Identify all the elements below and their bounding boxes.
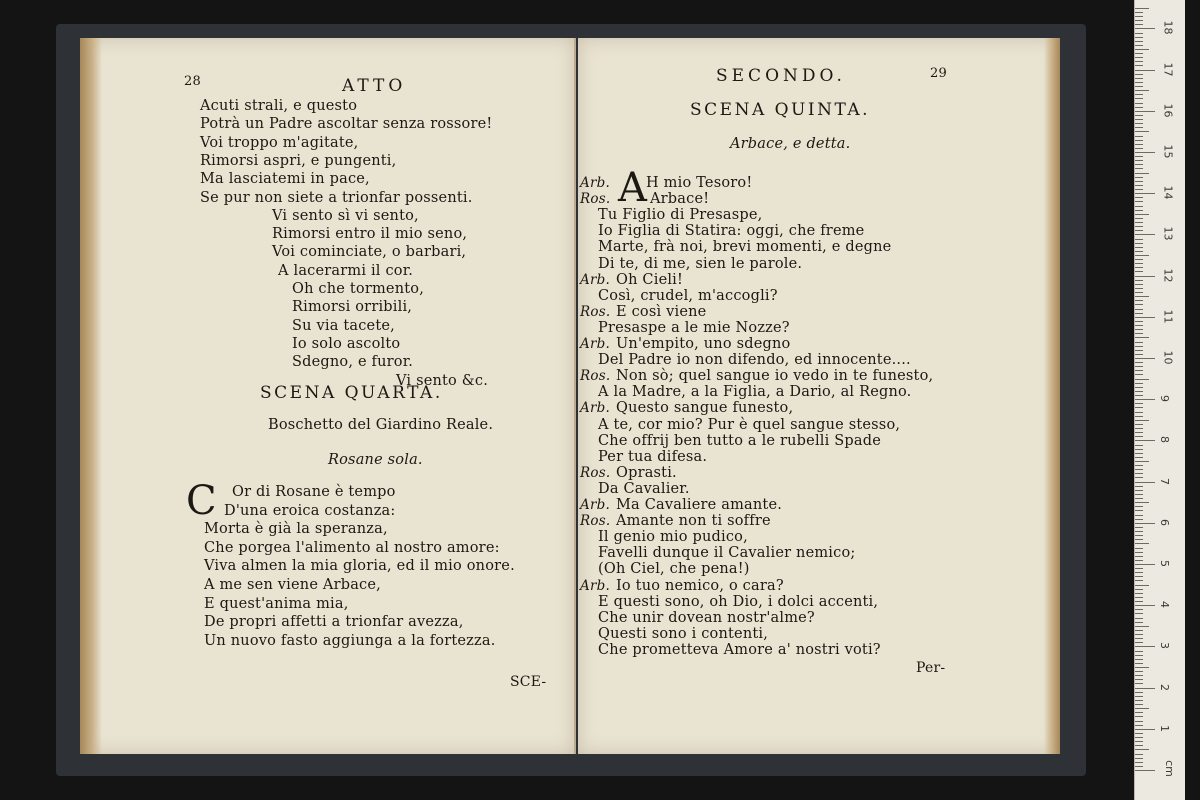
ruler-tick bbox=[1135, 156, 1143, 157]
verse-line: Sdegno, e furor. bbox=[292, 354, 414, 371]
speech-line: E quest'anima mia, bbox=[204, 595, 349, 612]
dialogue-line: Questo sangue funesto, bbox=[616, 400, 794, 417]
ruler-number: 3 bbox=[1158, 642, 1171, 650]
ruler-tick bbox=[1135, 37, 1143, 38]
ruler-tick bbox=[1135, 548, 1143, 549]
ruler-tick bbox=[1135, 477, 1143, 478]
dialogue-line: (Oh Ciel, che pena!) bbox=[598, 561, 750, 578]
dialogue-line: Che prometteva Amore a' nostri voti? bbox=[598, 641, 881, 658]
ruler-tick bbox=[1135, 613, 1143, 614]
ruler-tick bbox=[1135, 280, 1143, 281]
ruler-tick bbox=[1135, 618, 1143, 619]
verse-line: Vi sento &c. bbox=[396, 372, 489, 389]
ruler-tick bbox=[1135, 131, 1149, 132]
dialogue-line: H mio Tesoro! bbox=[646, 175, 753, 191]
ruler-tick bbox=[1135, 70, 1155, 71]
ruler-tick bbox=[1135, 243, 1143, 244]
measurement-ruler bbox=[1134, 0, 1185, 800]
ruler-tick bbox=[1135, 284, 1143, 285]
ruler-tick bbox=[1135, 461, 1149, 462]
speech-line: D'una eroica costanza: bbox=[224, 502, 396, 519]
dialogue-line: Che unir dovean nostr'alme? bbox=[598, 609, 815, 626]
dialogue-line: Amante non ti soffre bbox=[616, 513, 771, 530]
ruler-number: 18 bbox=[1161, 20, 1175, 35]
dialogue-line: Ma Cavaliere amante. bbox=[616, 497, 783, 513]
ruler-tick bbox=[1135, 486, 1143, 487]
ruler-tick bbox=[1135, 733, 1143, 734]
ruler-tick bbox=[1135, 667, 1149, 668]
ruler-tick bbox=[1135, 374, 1143, 375]
ruler-tick bbox=[1135, 609, 1143, 610]
ruler-tick bbox=[1135, 210, 1143, 211]
dialogue-line: A te, cor mio? Pur è quel sangue stesso, bbox=[598, 416, 901, 433]
ruler-tick bbox=[1135, 420, 1149, 421]
ruler-tick bbox=[1135, 346, 1143, 347]
speaker-label: Arb. bbox=[580, 400, 610, 417]
ruler-tick bbox=[1135, 597, 1143, 598]
ruler-tick bbox=[1135, 527, 1143, 528]
speaker-label: Arb. bbox=[580, 497, 610, 513]
ruler-tick bbox=[1135, 560, 1143, 561]
ruler-tick bbox=[1135, 321, 1143, 322]
ruler-tick bbox=[1135, 86, 1143, 87]
ruler-tick bbox=[1135, 585, 1149, 586]
page-number: 29 bbox=[930, 66, 947, 81]
ruler-tick bbox=[1135, 8, 1149, 9]
ruler-tick bbox=[1135, 580, 1143, 581]
verse-line: Su via tacete, bbox=[292, 317, 395, 334]
ruler-tick bbox=[1135, 399, 1155, 400]
speech-line: Un nuovo fasto aggiunga a la fortezza. bbox=[204, 632, 496, 649]
running-head: SECONDO. bbox=[716, 66, 846, 86]
ruler-tick bbox=[1135, 564, 1155, 565]
ruler-tick bbox=[1135, 148, 1143, 149]
ruler-tick bbox=[1135, 416, 1143, 417]
ruler-tick bbox=[1135, 160, 1143, 161]
dialogue-line: Per tua difesa. bbox=[598, 448, 708, 465]
left-page bbox=[80, 38, 576, 754]
ruler-tick bbox=[1135, 531, 1143, 532]
ruler-tick bbox=[1135, 98, 1143, 99]
ruler-tick bbox=[1135, 267, 1143, 268]
speaker-label: Ros. bbox=[580, 513, 611, 530]
ruler-tick bbox=[1135, 107, 1143, 108]
ruler-tick bbox=[1135, 523, 1155, 524]
dialogue-line: Questi sono i contenti, bbox=[598, 625, 769, 642]
ruler-tick bbox=[1135, 494, 1143, 495]
ruler-tick bbox=[1135, 90, 1149, 91]
speech-line: A me sen viene Arbace, bbox=[204, 577, 381, 593]
dialogue-line: Arbace! bbox=[650, 191, 710, 208]
ruler-tick bbox=[1135, 440, 1155, 441]
ruler-tick bbox=[1135, 115, 1143, 116]
ruler-tick bbox=[1135, 432, 1143, 433]
ruler-tick bbox=[1135, 630, 1143, 631]
speaker-label: Arb. bbox=[580, 336, 610, 352]
ruler-tick bbox=[1135, 251, 1143, 252]
ruler-tick bbox=[1135, 313, 1143, 314]
ruler-tick bbox=[1135, 222, 1143, 223]
ruler-tick bbox=[1135, 49, 1149, 50]
ruler-tick bbox=[1135, 646, 1155, 647]
verse-line: Voi troppo m'agitate, bbox=[200, 134, 359, 151]
character-heading: Arbace, e detta. bbox=[730, 136, 851, 152]
ruler-tick bbox=[1135, 510, 1143, 511]
ruler-tick bbox=[1135, 230, 1143, 231]
verse-line: Io solo ascolto bbox=[292, 335, 401, 352]
ruler-tick bbox=[1135, 552, 1143, 553]
ruler-tick bbox=[1135, 16, 1143, 17]
drop-cap: A bbox=[618, 165, 647, 211]
ruler-tick bbox=[1135, 342, 1143, 343]
dialogue-line: Marte, frà noi, brevi momenti, e degne bbox=[598, 239, 892, 256]
ruler-tick bbox=[1135, 185, 1143, 186]
ruler-tick bbox=[1135, 449, 1143, 450]
ruler-tick bbox=[1135, 234, 1155, 235]
verse-line: A lacerarmi il cor. bbox=[278, 262, 414, 279]
ruler-tick bbox=[1135, 24, 1143, 25]
ruler-tick bbox=[1135, 729, 1155, 730]
catchword: SCE- bbox=[510, 674, 547, 690]
ruler-tick bbox=[1135, 708, 1149, 709]
dialogue-line: Non sò; quel sangue io vedo in te funesto, bbox=[616, 368, 934, 385]
scene-title: SCENA QUARTA. bbox=[260, 383, 443, 403]
speaker-label: Ros. bbox=[580, 191, 611, 208]
ruler-tick bbox=[1135, 634, 1143, 635]
ruler-tick bbox=[1135, 535, 1143, 536]
dialogue-line: E così viene bbox=[616, 303, 707, 320]
ruler-tick bbox=[1135, 173, 1149, 174]
ruler-tick bbox=[1135, 395, 1143, 396]
ruler-tick bbox=[1135, 119, 1143, 120]
ruler-tick bbox=[1135, 428, 1143, 429]
ruler-tick bbox=[1135, 276, 1155, 277]
ruler-tick bbox=[1135, 766, 1143, 767]
ruler-tick bbox=[1135, 189, 1143, 190]
ruler-tick bbox=[1135, 659, 1143, 660]
ruler-tick bbox=[1135, 519, 1143, 520]
running-head: ATTO bbox=[342, 76, 407, 96]
ruler-tick bbox=[1135, 247, 1143, 248]
ruler-tick bbox=[1135, 94, 1143, 95]
ruler-tick bbox=[1135, 424, 1143, 425]
ruler-tick bbox=[1135, 103, 1143, 104]
ruler-tick bbox=[1135, 127, 1143, 128]
dialogue-line: Del Padre io non difendo, ed innocente.... bbox=[598, 352, 911, 369]
scene-title: SCENA QUINTA. bbox=[690, 100, 871, 120]
verse-line: Ma lasciatemi in pace, bbox=[200, 171, 370, 188]
speech-line: Che porgea l'alimento al nostro amore: bbox=[204, 539, 500, 556]
page-edge-stain bbox=[1044, 38, 1060, 754]
ruler-tick bbox=[1135, 712, 1143, 713]
ruler-tick bbox=[1135, 136, 1143, 137]
ruler-tick bbox=[1135, 387, 1143, 388]
ruler-tick bbox=[1135, 65, 1143, 66]
ruler-tick bbox=[1135, 515, 1143, 516]
dialogue-line: Oh Cieli! bbox=[616, 271, 684, 288]
verse-line: Oh che tormento, bbox=[292, 281, 425, 297]
ruler-number: 16 bbox=[1161, 103, 1175, 118]
dialogue-line: E questi sono, oh Dio, i dolci accenti, bbox=[598, 593, 879, 610]
ruler-tick bbox=[1135, 638, 1143, 639]
ruler-tick bbox=[1135, 206, 1143, 207]
dialogue-line: Favelli dunque il Cavalier nemico; bbox=[598, 545, 856, 562]
ruler-tick bbox=[1135, 391, 1143, 392]
verse-line: Se pur non siete a trionfar possenti. bbox=[200, 189, 473, 206]
right-page bbox=[578, 38, 1060, 754]
ruler-tick bbox=[1135, 576, 1143, 577]
ruler-number: 15 bbox=[1161, 144, 1175, 159]
dialogue-line: Il genio mio pudico, bbox=[598, 529, 748, 546]
speaker-label: Ros. bbox=[580, 303, 611, 320]
ruler-tick bbox=[1135, 737, 1143, 738]
dialogue-line: Oprasti. bbox=[616, 464, 677, 481]
ruler-tick bbox=[1135, 770, 1155, 771]
ruler-tick bbox=[1135, 61, 1143, 62]
ruler-tick bbox=[1135, 465, 1143, 466]
verse-line: Rimorsi entro il mio seno, bbox=[272, 226, 468, 243]
ruler-number: 13 bbox=[1161, 226, 1175, 241]
ruler-tick bbox=[1135, 255, 1149, 256]
speech-line: Morta è già la speranza, bbox=[204, 521, 388, 538]
ruler-tick bbox=[1135, 568, 1143, 569]
ruler-tick bbox=[1135, 482, 1155, 483]
ruler-tick bbox=[1135, 201, 1143, 202]
ruler-number: 8 bbox=[1158, 436, 1171, 444]
ruler-tick bbox=[1135, 758, 1143, 759]
ruler-tick bbox=[1135, 556, 1143, 557]
ruler-tick bbox=[1135, 700, 1143, 701]
ruler-tick bbox=[1135, 366, 1143, 367]
speaker-label: Ros. bbox=[580, 464, 611, 481]
ruler-tick bbox=[1135, 111, 1155, 112]
ruler-tick bbox=[1135, 362, 1143, 363]
ruler-tick bbox=[1135, 704, 1143, 705]
ruler-tick bbox=[1135, 358, 1155, 359]
ruler-tick bbox=[1135, 572, 1143, 573]
ruler-tick bbox=[1135, 57, 1143, 58]
ruler-tick bbox=[1135, 53, 1143, 54]
verse-line: Vi sento sì vi sento, bbox=[272, 207, 419, 224]
ruler-tick bbox=[1135, 45, 1143, 46]
ruler-number: 12 bbox=[1161, 268, 1175, 283]
ruler-tick bbox=[1135, 379, 1149, 380]
ruler-tick bbox=[1135, 28, 1155, 29]
speech-line: De propri affetti a trionfar avezza, bbox=[204, 614, 464, 631]
dialogue-line: Che offrij ben tutto a le rubelli Spade bbox=[598, 432, 881, 449]
ruler-number: 10 bbox=[1161, 350, 1175, 365]
ruler-tick bbox=[1135, 164, 1143, 165]
ruler-tick bbox=[1135, 490, 1143, 491]
ruler-tick bbox=[1135, 498, 1143, 499]
ruler-tick bbox=[1135, 663, 1143, 664]
ruler-tick bbox=[1135, 218, 1143, 219]
dialogue-line: Io tuo nemico, o cara? bbox=[616, 577, 784, 594]
ruler-tick bbox=[1135, 469, 1143, 470]
verse-line: Potrà un Padre ascoltar senza rossore! bbox=[200, 116, 493, 133]
ruler-tick bbox=[1135, 123, 1143, 124]
ruler-tick bbox=[1135, 271, 1143, 272]
ruler-number: 17 bbox=[1161, 62, 1175, 77]
dialogue-line: A la Madre, a la Figlia, a Dario, al Regno. bbox=[598, 384, 912, 401]
ruler-tick bbox=[1135, 679, 1143, 680]
ruler-number: 9 bbox=[1158, 395, 1171, 403]
dialogue-line: Un'empito, uno sdegno bbox=[616, 336, 791, 352]
dialogue-line: Presaspe a le mie Nozze? bbox=[598, 319, 790, 336]
ruler-tick bbox=[1135, 177, 1143, 178]
ruler-tick bbox=[1135, 502, 1149, 503]
ruler-tick bbox=[1135, 436, 1143, 437]
dialogue-line: Così, crudel, m'accogli? bbox=[598, 287, 778, 304]
ruler-tick bbox=[1135, 152, 1155, 153]
page-number: 28 bbox=[184, 74, 201, 89]
ruler-tick bbox=[1135, 622, 1143, 623]
ruler-tick bbox=[1135, 642, 1143, 643]
ruler-tick bbox=[1135, 74, 1143, 75]
ruler-tick bbox=[1135, 605, 1155, 606]
ruler-tick bbox=[1135, 78, 1143, 79]
ruler-tick bbox=[1135, 745, 1143, 746]
ruler-tick bbox=[1135, 651, 1143, 652]
speech-line: Or di Rosane è tempo bbox=[232, 484, 396, 500]
verse-line: Voi cominciate, o barbari, bbox=[272, 244, 467, 261]
ruler-number: 4 bbox=[1158, 601, 1171, 609]
ruler-number: 5 bbox=[1158, 560, 1171, 567]
ruler-tick bbox=[1135, 696, 1143, 697]
ruler-tick bbox=[1135, 226, 1143, 227]
character-heading: Rosane sola. bbox=[328, 452, 423, 468]
ruler-tick bbox=[1135, 688, 1155, 689]
dialogue-line: Io Figlia di Statira: oggi, che freme bbox=[598, 223, 865, 240]
ruler-tick bbox=[1135, 721, 1143, 722]
verse-line: Rimorsi aspri, e pungenti, bbox=[200, 152, 397, 169]
ruler-tick bbox=[1135, 181, 1143, 182]
ruler-tick bbox=[1135, 304, 1143, 305]
ruler-tick bbox=[1135, 317, 1155, 318]
ruler-tick bbox=[1135, 140, 1143, 141]
ruler-tick bbox=[1135, 671, 1143, 672]
scene-setting: Boschetto del Giardino Reale. bbox=[268, 417, 494, 433]
ruler-tick bbox=[1135, 403, 1143, 404]
ruler-tick bbox=[1135, 725, 1143, 726]
ruler-number: 6 bbox=[1158, 518, 1171, 526]
ruler-tick bbox=[1135, 33, 1143, 34]
speech-line: Viva almen la mia gloria, ed il mio onore. bbox=[204, 558, 515, 575]
ruler-tick bbox=[1135, 325, 1143, 326]
ruler-tick bbox=[1135, 197, 1143, 198]
ruler-tick bbox=[1135, 692, 1143, 693]
ruler-tick bbox=[1135, 383, 1143, 384]
ruler-tick bbox=[1135, 453, 1143, 454]
drop-cap: C bbox=[186, 478, 217, 524]
dialogue-line: Tu Figlio di Presaspe, bbox=[598, 207, 763, 224]
ruler-tick bbox=[1135, 749, 1149, 750]
ruler-tick bbox=[1135, 333, 1143, 334]
ruler-tick bbox=[1135, 337, 1149, 338]
ruler-tick bbox=[1135, 683, 1143, 684]
ruler-tick bbox=[1135, 193, 1155, 194]
ruler-tick bbox=[1135, 655, 1143, 656]
ruler-tick bbox=[1135, 539, 1143, 540]
speaker-label: Arb. bbox=[580, 271, 610, 288]
ruler-tick bbox=[1135, 41, 1143, 42]
ruler-tick bbox=[1135, 144, 1143, 145]
ruler-tick bbox=[1135, 288, 1143, 289]
ruler-tick bbox=[1135, 370, 1143, 371]
ruler-tick bbox=[1135, 309, 1143, 310]
dialogue-line: Da Cavalier. bbox=[598, 480, 690, 497]
ruler-number: 1 bbox=[1158, 724, 1171, 732]
verse-line: Acuti strali, e questo bbox=[200, 98, 358, 114]
ruler-tick bbox=[1135, 445, 1143, 446]
ruler-tick bbox=[1135, 20, 1143, 21]
speaker-label: Ros. bbox=[580, 368, 611, 385]
ruler-tick bbox=[1135, 762, 1143, 763]
ruler-tick bbox=[1135, 300, 1143, 301]
ruler-tick bbox=[1135, 754, 1143, 755]
ruler-tick bbox=[1135, 626, 1149, 627]
ruler-tick bbox=[1135, 82, 1143, 83]
dialogue-line: Di te, di me, sien le parole. bbox=[598, 255, 803, 272]
ruler-tick bbox=[1135, 296, 1149, 297]
ruler-number: 2 bbox=[1158, 683, 1171, 691]
ruler-tick bbox=[1135, 589, 1143, 590]
ruler-tick bbox=[1135, 168, 1143, 169]
catchword: Per- bbox=[916, 660, 946, 676]
ruler-tick bbox=[1135, 506, 1143, 507]
ruler-number: 11 bbox=[1161, 309, 1175, 324]
ruler-tick bbox=[1135, 350, 1143, 351]
page-edge-stain bbox=[80, 38, 102, 754]
ruler-tick bbox=[1135, 473, 1143, 474]
ruler-tick bbox=[1135, 263, 1143, 264]
ruler-tick bbox=[1135, 675, 1143, 676]
ruler-tick bbox=[1135, 239, 1143, 240]
speaker-label: Arb. bbox=[580, 577, 610, 594]
ruler-tick bbox=[1135, 12, 1143, 13]
ruler-tick bbox=[1135, 741, 1143, 742]
ruler-tick bbox=[1135, 259, 1143, 260]
ruler-number: 14 bbox=[1161, 185, 1175, 200]
ruler-tick bbox=[1135, 601, 1143, 602]
ruler-tick bbox=[1135, 407, 1143, 408]
ruler-tick bbox=[1135, 593, 1143, 594]
ruler-tick bbox=[1135, 716, 1143, 717]
ruler-tick bbox=[1135, 412, 1143, 413]
ruler-tick bbox=[1135, 329, 1143, 330]
ruler-tick bbox=[1135, 457, 1143, 458]
ruler-tick bbox=[1135, 354, 1143, 355]
speaker-label: Arb. bbox=[580, 175, 610, 191]
ruler-number: 7 bbox=[1158, 477, 1171, 485]
ruler-unit-label: cm bbox=[1162, 760, 1176, 777]
verse-line: Rimorsi orribili, bbox=[292, 299, 413, 316]
ruler-tick bbox=[1135, 543, 1149, 544]
ruler-tick bbox=[1135, 214, 1149, 215]
ruler-tick bbox=[1135, 292, 1143, 293]
